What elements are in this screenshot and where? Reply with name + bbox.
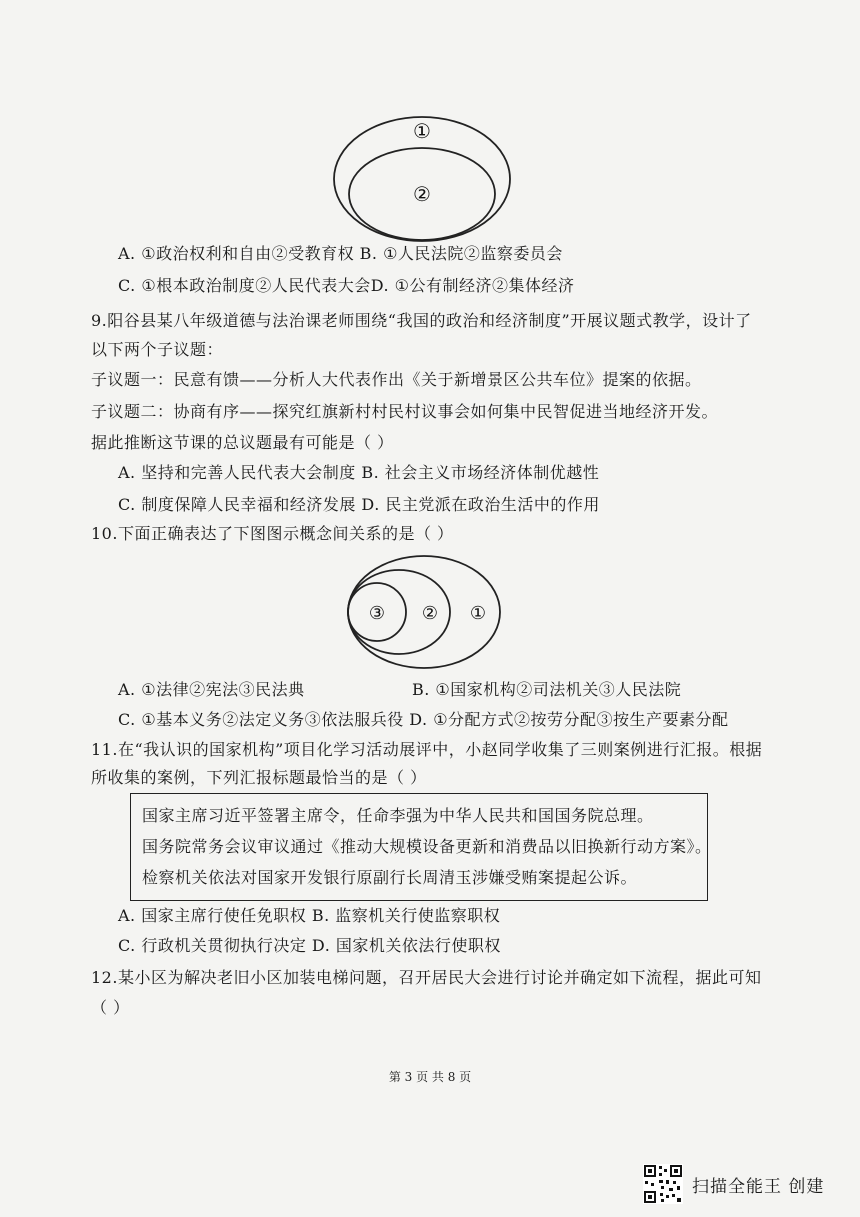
qr-code-icon: [643, 1164, 683, 1204]
q9-options-row1: A. 坚持和完善人民代表大会制度 B. 社会主义市场经济体制优越性: [118, 463, 600, 482]
q9-sub-topic-1: 子议题一：民意有馈——分析人大代表作出《关于新增景区公共车位》提案的依据。: [91, 370, 702, 389]
q9-stem-line1: 9.阳谷县某八年级道德与法治课老师围绕“我国的政治和经济制度”开展议题式教学，设计了: [91, 311, 752, 330]
q10-stem: 10.下面正确表达了下图图示概念间关系的是（ ）: [91, 524, 454, 543]
q8-options-row2: C. ①根本政治制度②人民代表大会D. ①公有制经济②集体经济: [118, 276, 575, 295]
q12-stem-line2: （ ）: [91, 998, 130, 1017]
diagram-label-1: ①: [469, 603, 487, 624]
q11-case-2: 国务院常务会议审议通过《推动大规模设备更新和消费品以旧换新行动方案》。: [142, 837, 712, 856]
q10-option-a: A. ①法律②宪法③民法典: [118, 680, 305, 699]
q9-sub-topic-2: 子议题二：协商有序——探究红旗新村村民村议事会如何集中民智促进当地经济开发。: [91, 402, 719, 421]
nested-circles-diagram-q10: [344, 553, 504, 671]
diagram-label-outer: ①: [413, 119, 431, 143]
q11-options-row2: C. 行政机关贯彻执行决定 D. 国家机关依法行使职权: [118, 936, 501, 955]
q9-question: 据此推断这节课的总议题最有可能是（ ）: [91, 433, 394, 452]
diagram-label-2: ②: [421, 603, 439, 624]
q11-case-3: 检察机关依法对国家开发银行原副行长周清玉涉嫌受贿案提起公诉。: [142, 868, 638, 887]
scanner-watermark: 扫描全能王 创建: [692, 1177, 825, 1197]
page-number: 第 3 页 共 8 页: [388, 1070, 472, 1084]
diagram-label-inner: ②: [413, 182, 431, 206]
q12-stem-line1: 12.某小区为解决老旧小区加装电梯问题，召开居民大会进行讨论并确定如下流程，据此可知: [91, 968, 762, 987]
q9-options-row2: C. 制度保障人民幸福和经济发展 D. 民主党派在政治生活中的作用: [118, 495, 600, 514]
q11-case-1: 国家主席习近平签署主席令，任命李强为中华人民共和国国务院总理。: [142, 806, 654, 825]
q11-stem-line1: 11.在“我认识的国家机构”项目化学习活动展评中，小赵同学收集了三则案例进行汇报。根据: [91, 740, 763, 759]
q8-options-row1: A. ①政治权利和自由②受教育权 B. ①人民法院②监察委员会: [118, 244, 563, 263]
q10-options-row2: C. ①基本义务②法定义务③依法服兵役 D. ①分配方式②按劳分配③按生产要素分配: [118, 710, 729, 729]
diagram-label-3: ③: [368, 603, 386, 624]
nested-ellipse-diagram-q8: [330, 112, 514, 246]
q10-option-b: B. ①国家机构②司法机关③人民法院: [412, 680, 682, 699]
q9-stem-line2: 以下两个子议题：: [91, 340, 224, 359]
q11-options-row1: A. 国家主席行使任免职权 B. 监察机关行使监察职权: [118, 906, 501, 925]
q11-stem-line2: 所收集的案例，下列汇报标题最恰当的是（ ）: [91, 768, 427, 787]
